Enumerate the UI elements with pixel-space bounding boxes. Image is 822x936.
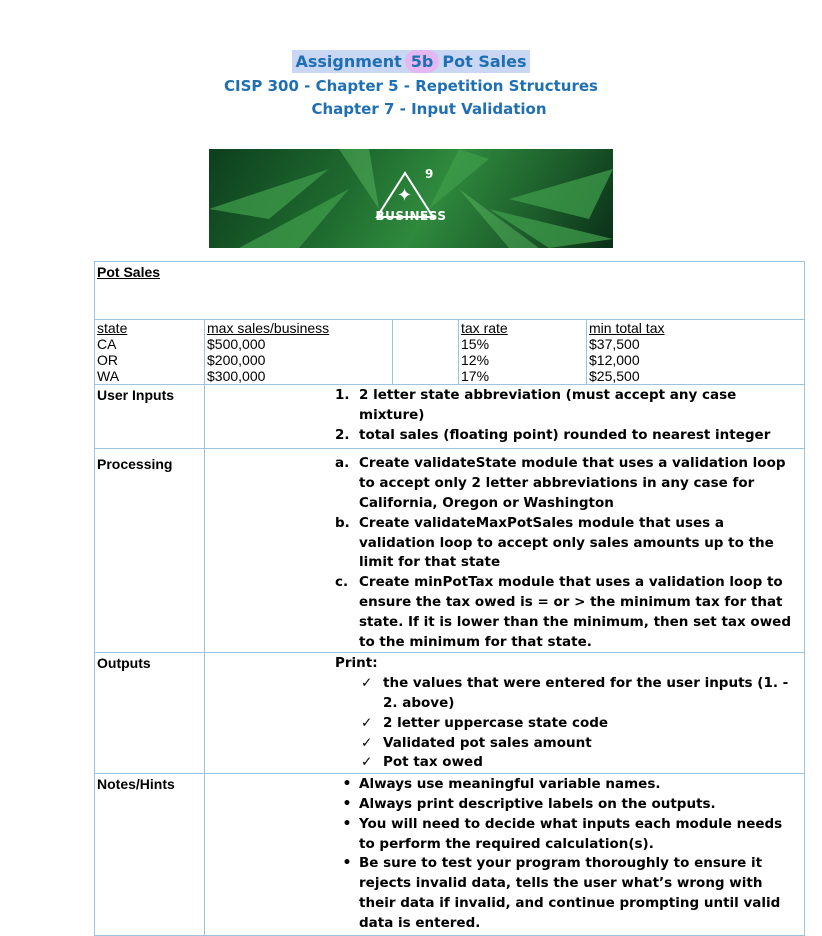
col-header-state: state [95,320,205,337]
cell-state: OR [95,352,205,368]
bullet-icon: • [342,855,352,872]
check-mark-icon: ✓ [361,714,373,731]
outputs-label: Outputs [95,653,205,774]
check-mark-icon: ✓ [361,754,373,771]
cell-state: CA [95,336,205,352]
col-header-min-tax: min total tax [587,320,805,337]
list-item: • Always use meaningful variable names. [335,775,800,795]
bullet-icon: • [342,795,352,812]
cell-min-tax: $25,500 [587,368,805,385]
table-title-row [95,262,805,320]
cannabis-business-banner [209,149,613,248]
col-header-tax-rate: tax rate [459,320,587,337]
list-item: b. Create validateMaxPotSales module that uses a validation loop to accept only sales amounts up to the limit for that state [335,514,774,571]
processing-row [95,449,805,653]
cell-min-tax: $37,500 [587,336,805,352]
cell-max-sales: $200,000 [205,352,393,368]
list-item: • Be sure to test your program thoroughly to ensure it rejects invalid data, tells the user what’s wrong with their data if invalid, and continue prompting until valid data is entered. [335,854,800,933]
course-chapter-line: CISP 300 - Chapter 5 - Repetition Structures [224,77,598,95]
list-item: c. Create minPotTax module that uses a validation loop to ensure the tax owed is = or > the minimum tax for that state. If it is lower than the minimum, then set tax owed to the minimum for that state. [335,574,791,650]
processing-label: Processing [95,449,205,653]
cell-max-sales: $300,000 [205,368,393,385]
list-item: ✓ Pot tax owed [335,753,800,773]
requirements-table [94,261,805,936]
outputs-row [95,653,805,774]
cell-tax-rate: 12% [459,352,587,368]
notes-label: Notes/Hints [95,774,205,935]
title-suffix: Pot Sales [442,52,527,71]
cell-state: WA [95,368,205,385]
title-prefix: Assignment [295,52,402,71]
logo-number: 9 [425,167,434,181]
table-title: Pot Sales [95,262,805,320]
table-row [95,368,805,385]
list-item: ✓ 2 letter uppercase state code [335,714,800,734]
chapter-line: Chapter 7 - Input Validation [311,100,547,118]
cell-max-sales: $500,000 [205,336,393,352]
logo-text: BUSINESS [375,209,447,223]
bullet-icon: • [342,815,352,832]
check-mark-icon: ✓ [361,675,373,692]
cell-min-tax: $12,000 [587,352,805,368]
user-inputs-row [95,385,805,449]
header-row [95,320,805,337]
table-row [95,352,805,368]
bullet-icon: • [342,776,352,793]
notes-row [95,774,805,935]
list-item: • You will need to decide what inputs each module needs to perform the required calculation(s). [335,815,800,855]
list-item: • Always print descriptive labels on the outputs. [335,795,800,815]
user-inputs-label: User Inputs [95,385,205,449]
assignment-title [0,50,822,73]
list-item: ✓ the values that were entered for the user inputs (1. - 2. above) [335,674,800,714]
col-header-max-sales: max sales/business [205,320,393,337]
cell-tax-rate: 17% [459,368,587,385]
leaf-emblem-icon: ✦ [397,185,413,206]
list-item: 2. total sales (floating point) rounded to nearest integer [335,426,771,443]
list-item: 1. 2 letter state abbreviation (must accept any case mixture) [335,387,737,423]
assignment-number: 5b [405,50,440,73]
cell-tax-rate: 15% [459,336,587,352]
check-mark-icon: ✓ [361,734,373,751]
table-row [95,336,805,352]
list-item: a. Create validateState module that uses a validation loop to accept only 2 letter abbreviations in any case for California, Oregon or Washington [335,455,786,511]
outputs-intro: Print: [335,655,378,672]
list-item: ✓ Validated pot sales amount [335,734,800,754]
